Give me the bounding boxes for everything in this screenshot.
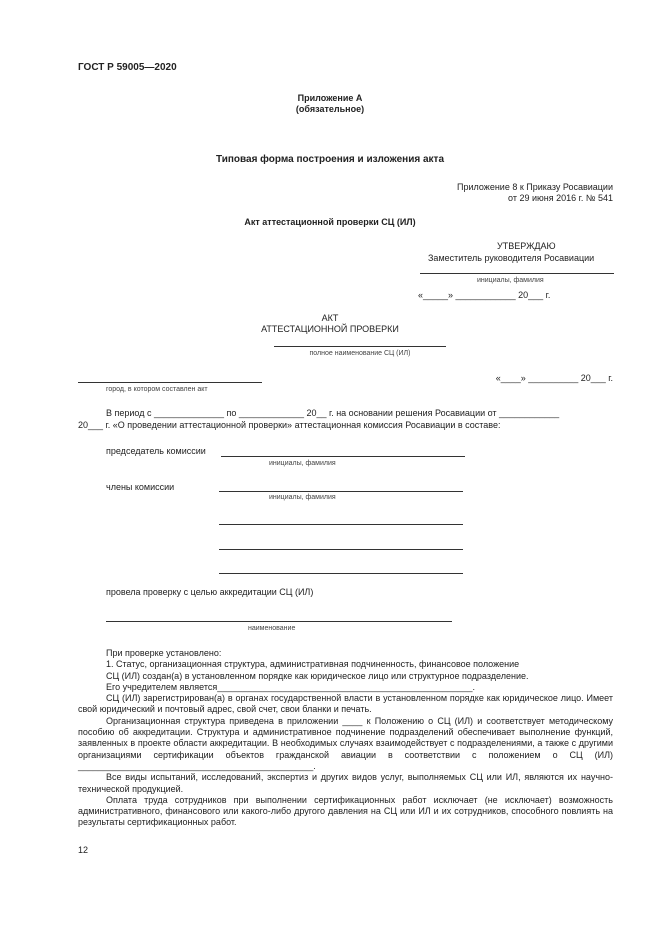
findings-item1: 1. Статус, организационная структура, административная подчиненность, финансовое положение	[106, 659, 520, 670]
purpose-line	[106, 621, 452, 622]
member-line	[219, 491, 463, 492]
page-number: 12	[78, 845, 89, 855]
findings-p3: Все виды испытаний, исследований, экспертиз и других видов услуг, выполняемых СЦ или ИЛ, являются их научно-технической продукцией.	[78, 772, 613, 794]
findings-s2: Его учредителем является___________________________________________________.	[106, 681, 475, 692]
findings-p1: СЦ (ИЛ) зарегистрирован(а) в органах государственной власти в установленном порядке как юридическое лицо. Имеет свой юридический и почтовый адрес, свой счет, свои бланки и печать.	[78, 693, 613, 715]
period-line1: В период с ______________ по _____________ 20__ г. на основании решения Росавиации от ____________	[106, 408, 560, 418]
purpose-text: провела проверку с целью аккредитации СЦ (ИЛ)	[106, 587, 314, 597]
member-line	[219, 524, 463, 525]
findings-intro: При проверке установлено:	[106, 648, 222, 658]
findings-p2: Организационная структура приведена в приложении ____ к Положению о СЦ (ИЛ) и соответствует методическому пособию об аккредитации. Структура и административное подчинение подразделений обеспечивает выполнение функций, заявленных в проекте области аккредитации. В необходимых случаях взаимодействует с подразделениями, а также с другими организациями сертификации объектов гражданской авиации в соответствии с положением о СЦ (ИЛ) _______________________________________________.	[78, 715, 613, 771]
city-caption: город, в котором составлен акт	[106, 386, 208, 393]
act-date: «____» __________ 20___ г.	[495, 373, 613, 383]
act-word: АКТ	[321, 313, 339, 323]
findings-s1: СЦ (ИЛ) создан(а) в установленном порядке как юридическое лицо или структурное подразделение.	[106, 670, 529, 681]
members-caption: инициалы, фамилия	[269, 494, 336, 501]
chairman-label: председатель комиссии	[106, 446, 206, 456]
member-line	[219, 573, 463, 574]
member-line	[219, 549, 463, 550]
purpose-caption: наименование	[248, 625, 296, 632]
findings-body	[78, 648, 613, 829]
act-heading: Акт аттестационной проверки СЦ (ИЛ)	[244, 217, 416, 227]
approval-date: «_____» ____________ 20___ г.	[418, 290, 551, 300]
approve-label: УТВЕРЖДАЮ	[497, 241, 556, 251]
annex-title: Приложение А	[297, 93, 363, 103]
chairman-line	[221, 456, 465, 457]
form-title: Типовая форма построения и изложения акта	[215, 154, 445, 165]
annex-status: (обязательное)	[295, 104, 365, 114]
center-name-line	[274, 346, 446, 347]
members-label: члены комиссии	[106, 482, 175, 492]
findings-p4: Оплата труда сотрудников при выполнении сертификационных работ исключает (не исключает) возможность административного, финансового или какого-либо другого давления на СЦ или ИЛ и их сотрудников, способного повлиять на результаты сертификационных работ.	[78, 794, 613, 828]
act-subtitle: АТТЕСТАЦИОННОЙ ПРОВЕРКИ	[261, 324, 399, 334]
approver-position: Заместитель руководителя Росавиации	[428, 253, 595, 263]
period-line2: 20___ г. «О проведении аттестационной проверки» аттестационная комиссия Росавиации в составе:	[78, 420, 501, 430]
city-line	[78, 382, 262, 383]
order-reference-line1: Приложение 8 к Приказу Росавиации	[457, 182, 613, 192]
order-reference-line2: от 29 июня 2016 г. № 541	[508, 193, 613, 203]
center-name-caption: полное наименование СЦ (ИЛ)	[309, 350, 411, 357]
approver-signature-line	[420, 273, 614, 274]
standard-code: ГОСТ Р 59005—2020	[78, 62, 177, 73]
chairman-caption: инициалы, фамилия	[269, 460, 336, 467]
approver-caption: инициалы, фамилия	[477, 277, 544, 284]
